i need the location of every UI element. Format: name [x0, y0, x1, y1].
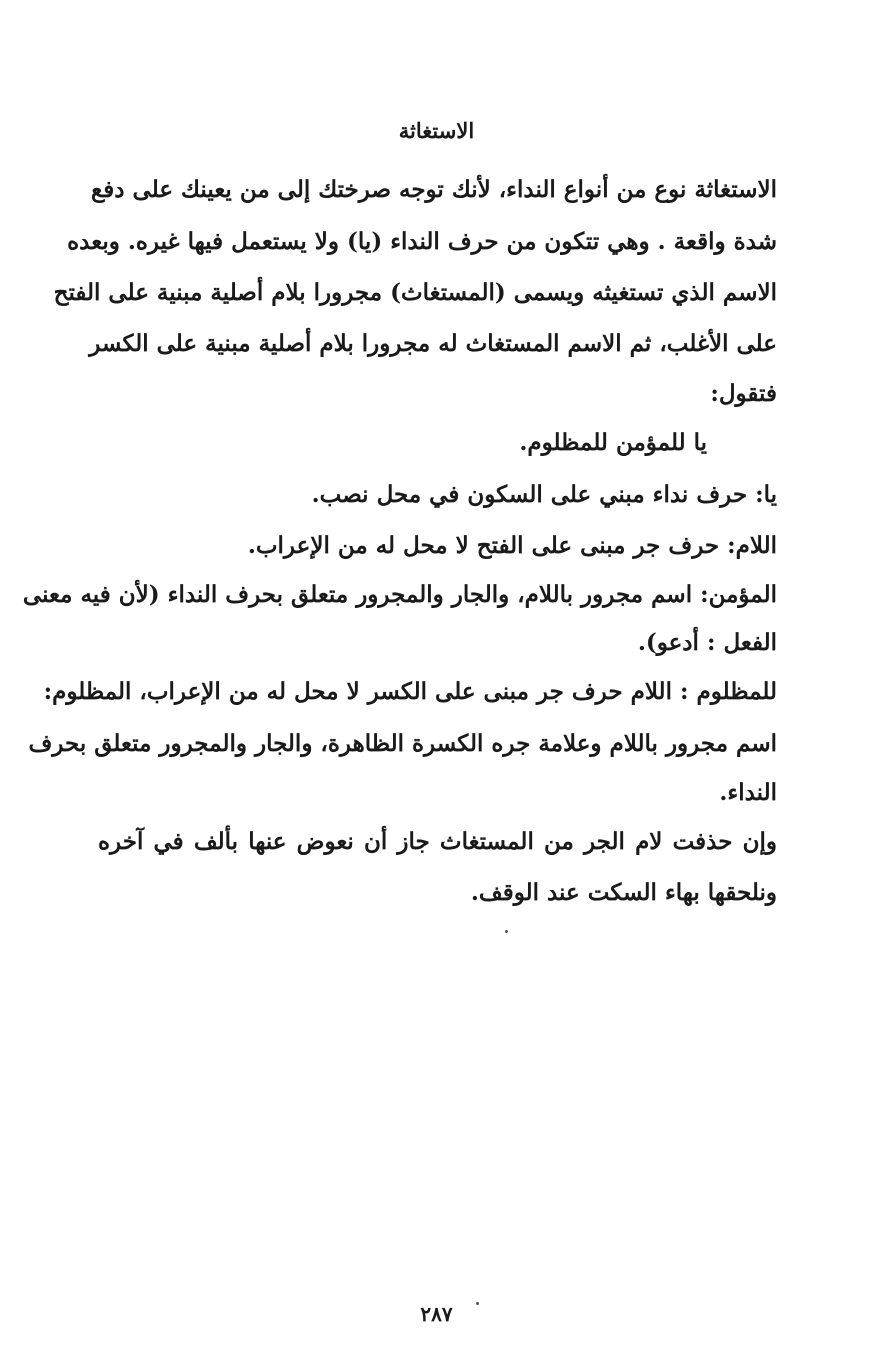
parse-line-mumin-cont: الفعل : أدعو). — [637, 629, 777, 656]
example-sentence: يا للمؤمن للمظلوم. — [519, 429, 707, 456]
closing-line-1: وإن حذفت لام الجر من المستغاث جاز أن نعوض عنها بألف في آخره — [98, 828, 777, 855]
text-line-4: على الأغلب، ثم الاسم المستغاث له مجرورا بلام أصلية مبنية على الكسر — [89, 330, 777, 357]
parse-line-mazlum: للمظلوم : اللام حرف جر مبنى على الكسر لا محل له من الإعراب، المظلوم: — [43, 678, 777, 705]
section-heading: الاستغاثة — [398, 118, 475, 143]
parse-line-ya: يا: حرف نداء مبني على السكون في محل نصب. — [311, 481, 777, 508]
text-line-5: فتقول: — [710, 380, 777, 407]
closing-line-2: ونلحقها بهاء السكت عند الوقف. — [470, 879, 777, 906]
text-line-2: شدة واقعة . وهي تتكون من حرف النداء (يا) ولا يستعمل فيها غيره. وبعده — [67, 228, 777, 255]
parse-line-mazlum-end: النداء. — [719, 779, 777, 806]
scan-speck — [505, 930, 508, 933]
parse-line-lam: اللام: حرف جر مبنى على الفتح لا محل له من الإعراب. — [247, 532, 777, 559]
page-number: ٢٨٧ — [420, 1302, 453, 1326]
text-line-3: الاسم الذي تستغيثه ويسمى (المستغاث) مجرورا بلام أصلية مبنية على الفتح — [53, 279, 777, 306]
text-line-1: الاستغاثة نوع من أنواع النداء، لأنك توجه صرختك إلى من يعينك على دفع — [91, 176, 777, 203]
parse-line-mazlum-cont: اسم مجرور باللام وعلامة جره الكسرة الظاهرة، والجار والمجرور متعلق بحرف — [28, 730, 777, 757]
parse-line-mumin: المؤمن: اسم مجرور باللام، والجار والمجرور متعلق بحرف النداء (لأن فيه معنى — [22, 581, 777, 608]
